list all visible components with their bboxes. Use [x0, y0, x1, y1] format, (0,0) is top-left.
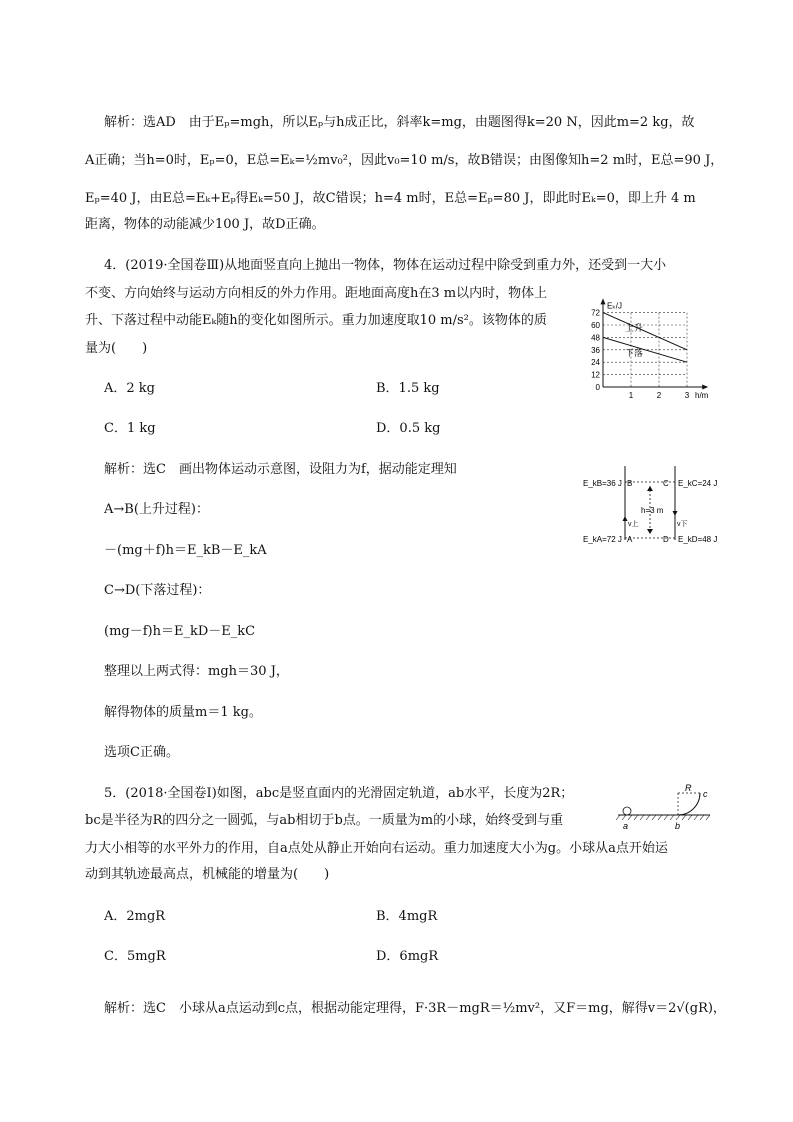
sol4-line-4: C→D(下落过程)： [104, 583, 211, 598]
q4-line-4: 量为( ) [85, 341, 148, 356]
y-tick-label: 36 [591, 345, 600, 355]
point-a-label: a [623, 821, 629, 831]
q5-option-d: D．6mgR [376, 949, 439, 964]
sol4-line-3: －(mg＋f)h＝E_kB－E_kA [104, 543, 267, 558]
sol4-line-5: (mg－f)h＝E_kD－E_kC [104, 624, 256, 639]
sol3-line-3: Eₚ=40 J，由E总=Eₖ+Eₚ得Eₖ=50 J，故C错误；h=4 m时，E总=Eₚ=80 J，即此时Eₖ=0，即上升 4 m [85, 191, 696, 206]
y-tick-label: 60 [591, 321, 600, 330]
series-label-down: 下落 [625, 348, 644, 358]
point-c-label: c [703, 789, 708, 799]
ekc-label: E_kC=24 J [678, 479, 718, 488]
ball-icon [623, 807, 631, 815]
sol4-line-8: 选项C正确。 [104, 745, 179, 760]
eka-label: E_kA=72 J [583, 535, 622, 544]
x-tick-label: 3 [684, 391, 690, 400]
velocity-up-arrow-icon [623, 516, 628, 521]
q5-track-figure [610, 782, 720, 832]
point-b-label: b [675, 821, 681, 831]
q4-line-3: 升、下落过程中动能Eₖ随h的变化如图所示。重力加速度取10 m/s²。该物体的质 [85, 313, 547, 328]
x-tick-label: 2 [656, 391, 662, 400]
q4-line-1: 4．(2019·全国卷Ⅲ)从地面竖直向上抛出一物体，物体在运动过程中除受到重力外，还受到一大小 [104, 258, 667, 273]
sol3-line-1: 解析：选AD 由于Eₚ=mgh，所以Eₚ与h成正比，斜率k=mg，由题图得k=20 N，因此m=2 kg，故 [104, 115, 695, 130]
q5-option-b: B．4mgR [376, 909, 438, 924]
sol4-line-6: 整理以上两式得：mgh＝30 J， [104, 664, 289, 679]
q5-line-2: bc是半径为R的四分之一圆弧，与ab相切于b点。一质量为m的小球，始终受到与重 [85, 813, 564, 828]
arrow-up-icon [647, 486, 653, 491]
sol3-line-2: A正确；当h=0时，Eₚ=0，E总=Eₖ=½mv₀²，因此v₀=10 m/s，故B错误；由图像知h=2 m时，E总=90 J， [85, 153, 724, 168]
v-up-label: v上 [628, 521, 639, 528]
q5-option-c: C．5mgR [104, 949, 166, 964]
q5-line-4: 动到其轨迹最高点，机械能的增量为( ) [85, 867, 330, 882]
x-axis-arrow-icon [702, 385, 708, 390]
q4-option-c: C．1 kg [104, 421, 156, 436]
series-line-0 [603, 313, 687, 350]
arrow-down-icon [647, 529, 653, 534]
y-tick-label: 72 [591, 308, 600, 318]
height-label: h=3 m [641, 506, 664, 515]
q4-option-b: B．1.5 kg [376, 381, 440, 396]
sol5-line-1: 解析：选C 小球从a点运动到c点，根据动能定理得，F·3R－mgR＝½mv²，又F＝mg，解得v＝2√(gR)， [104, 1001, 726, 1016]
point-d-label: D [663, 535, 669, 544]
ekd-label: E_kD=48 J [678, 535, 718, 544]
q5-line-1: 5．(2018·全国卷Ⅰ)如图，abc是竖直面内的光滑固定轨道，ab水平，长度为2R； [104, 786, 574, 801]
v-down-label: v下 [677, 521, 688, 528]
radius-label: R [685, 783, 692, 793]
ekb-label: E_kB=36 J [583, 479, 622, 488]
velocity-down-arrow-icon [673, 511, 678, 516]
q4-motion-diagram [583, 456, 733, 548]
x-tick-label: 1 [628, 391, 634, 400]
y-tick-label: 48 [591, 333, 600, 343]
sol3-line-4: 距离，物体的动能减少100 J，故D正确。 [85, 217, 325, 232]
chart-axes [601, 298, 709, 389]
q4-option-a: A．2 kg [104, 381, 155, 396]
q5-option-a: A．2mgR [104, 909, 166, 924]
ground-hatch [616, 815, 710, 820]
chart-labels [591, 301, 709, 400]
sol4-line-7: 解得物体的质量m＝1 kg。 [104, 705, 262, 720]
point-c-label: C [663, 479, 669, 488]
y-tick-label: 24 [591, 358, 600, 368]
q4-line-2: 不变、方向始终与运动方向相反的外力作用。距地面高度h在3 m以内时，物体上 [85, 286, 548, 301]
q4-option-d: D．0.5 kg [376, 421, 441, 436]
y-tick-label: 12 [591, 370, 600, 380]
x-axis-label: h/m [695, 391, 709, 400]
point-a-label: A [627, 535, 633, 544]
q5-line-3: 力大小相等的水平外力的作用，自a点处从静止开始向右运动。重力加速度大小为g。小球从a点开始运 [85, 841, 668, 856]
arc-track [678, 793, 700, 815]
series-label-up: 上升 [625, 323, 644, 334]
q4-ek-h-chart [585, 276, 725, 404]
y-axis-label: Eₖ/J [607, 301, 622, 311]
sol4-line-2: A→B(上升过程)： [104, 502, 209, 517]
y-tick-label: 0 [595, 383, 600, 392]
sol4-line-1: 解析：选C 画出物体运动示意图，设阻力为f，据动能定理知 [104, 462, 457, 477]
point-b-label: B [627, 479, 633, 488]
y-axis-arrow-icon [601, 298, 606, 304]
